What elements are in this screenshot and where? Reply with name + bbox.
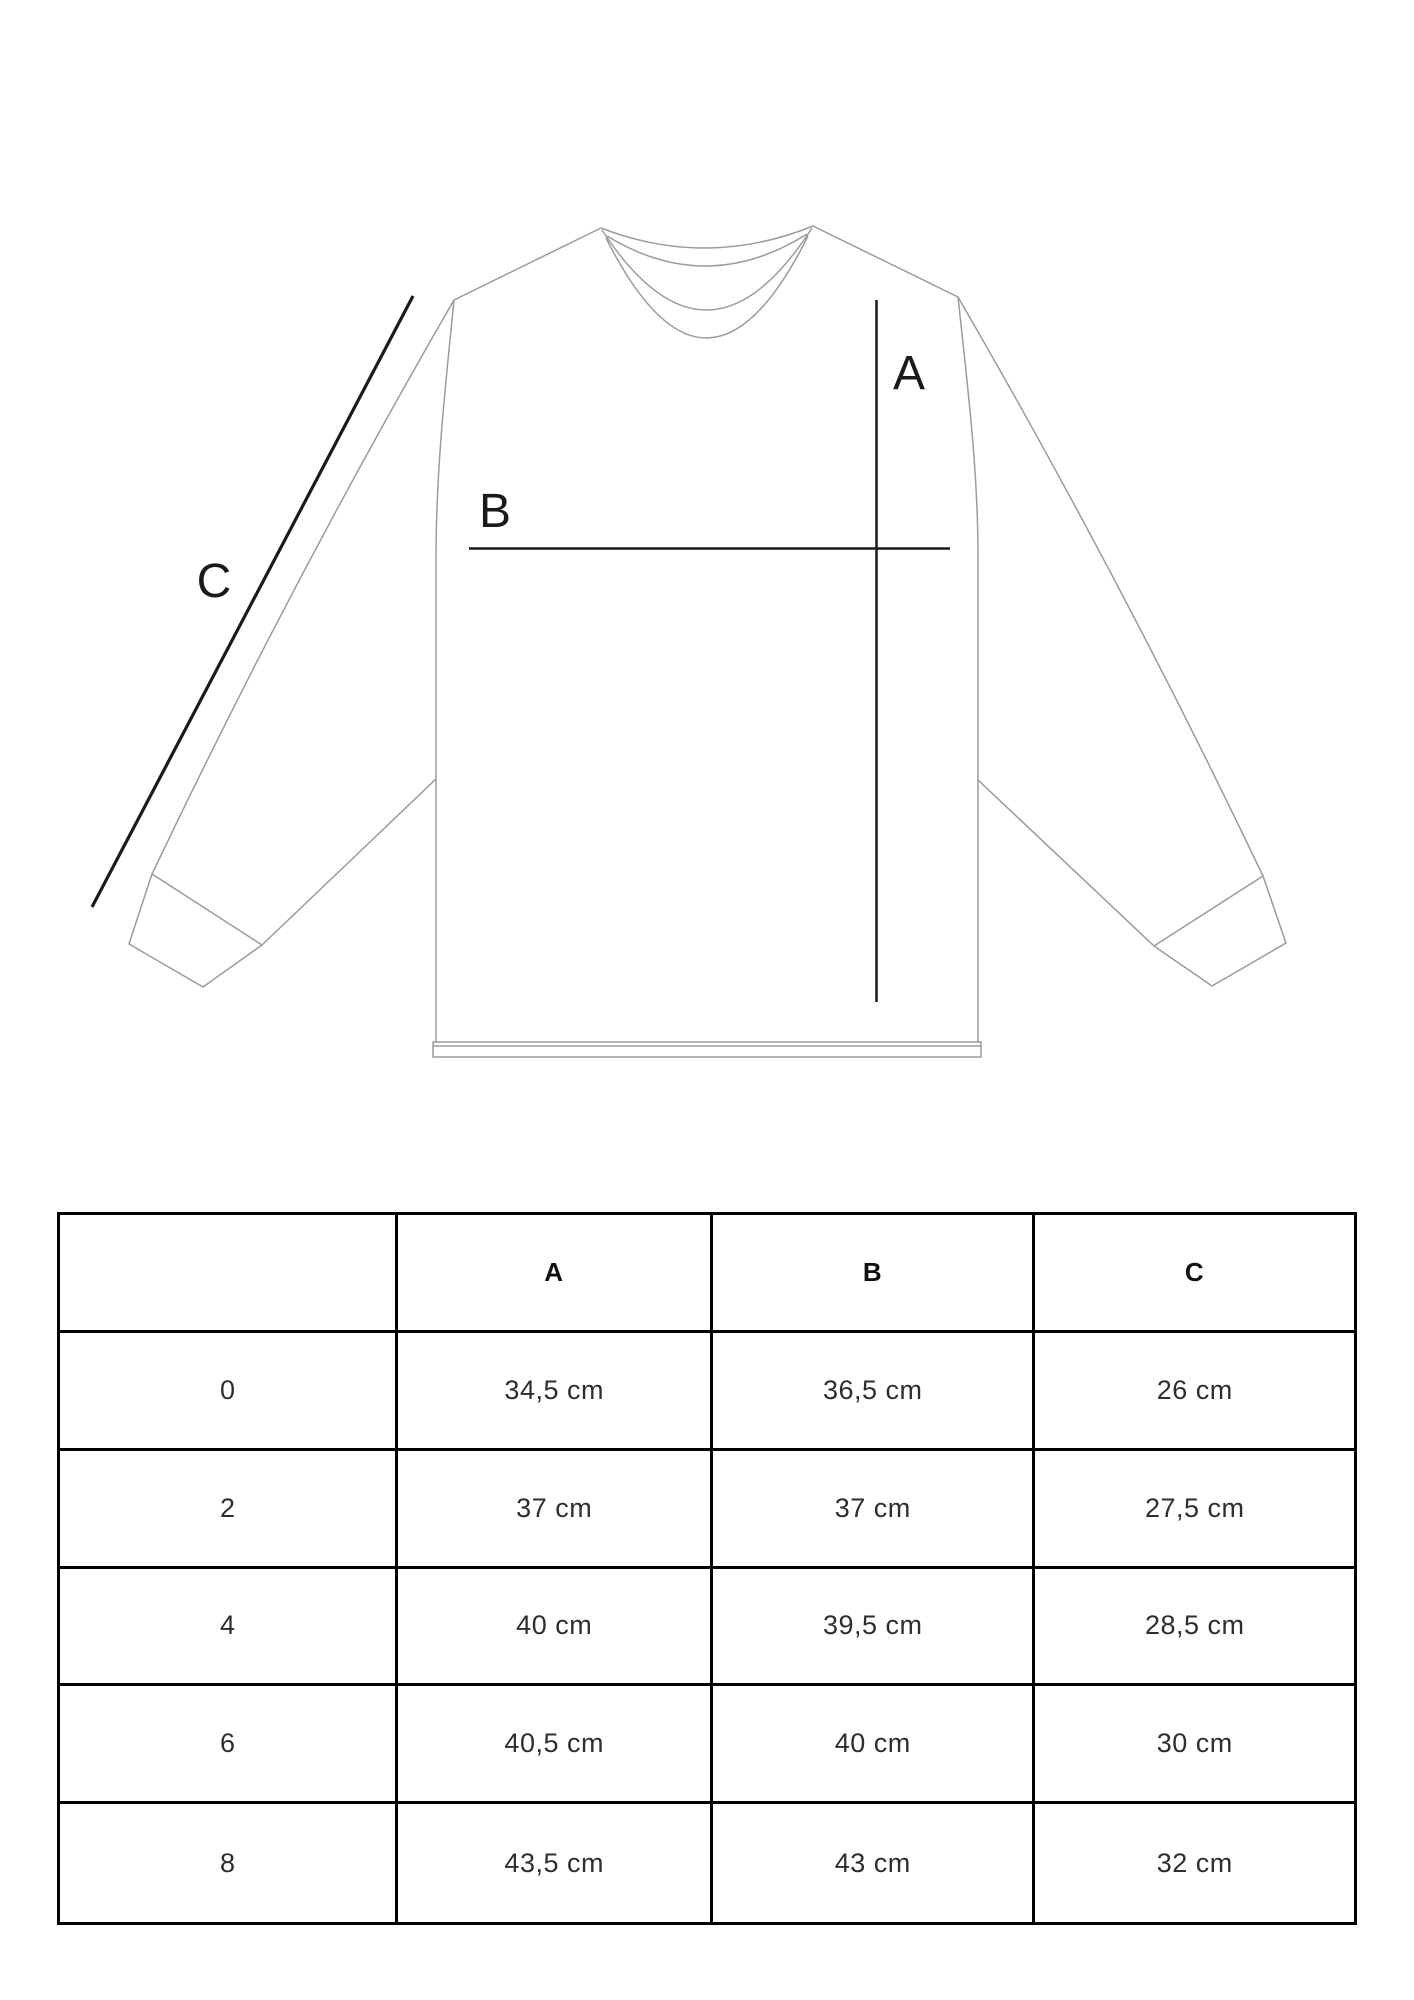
header-cell-size [60,1215,398,1333]
value-b: 43 cm [713,1804,1036,1922]
measurement-label-c: C [196,555,232,608]
collar-back-top [601,226,813,248]
size-label: 8 [60,1804,398,1922]
header-cell-b: B [713,1215,1036,1333]
collar [601,226,813,338]
size-chart-table [57,1212,1357,1925]
right-sleeve-underside [978,780,1154,946]
value-a: 40,5 cm [398,1686,713,1804]
collar-front-top [602,228,812,310]
left-cuff [129,874,262,987]
value-b: 37 cm [713,1451,1036,1569]
hem-band [433,1042,981,1057]
value-c: 32 cm [1156,1847,1233,1878]
value-b: 39,5 cm [713,1569,1036,1687]
measurement-label-a: A [892,347,926,400]
measurement-lines [92,296,950,1002]
left-shoulder-seam [454,228,601,300]
left-sleeve-underside [262,779,436,945]
right-shoulder-seam [813,226,958,297]
value-a: 37 cm [398,1451,713,1569]
shirt-outline [129,226,1286,1057]
value-c: 27,5 cm [1035,1451,1354,1569]
value-c: 30 cm [1035,1686,1354,1804]
size-label: 4 [60,1569,398,1687]
measurement-label-b: B [478,485,512,538]
hem-band-outline [433,1042,981,1057]
size-label: 6 [60,1686,398,1804]
right-cuff [1154,876,1286,986]
header-cell-c: C [1035,1215,1354,1333]
measurement-line-c [92,296,413,907]
header-cell-a: A [398,1215,713,1333]
value-b: 40 cm [713,1686,1036,1804]
body-left-edge [436,300,454,1042]
value-a: 40 cm [398,1569,713,1687]
size-label: 0 [60,1333,398,1451]
value-b: 36,5 cm [713,1333,1036,1451]
body-right-edge [958,297,978,1042]
size-label: 2 [60,1451,398,1569]
right-sleeve-outer-edge [958,297,1263,876]
value-c: 26 cm [1035,1333,1354,1451]
value-a: 43,5 cm [398,1804,713,1922]
value-a: 34,5 cm [398,1333,713,1451]
value-c: 28,5 cm [1035,1569,1354,1687]
